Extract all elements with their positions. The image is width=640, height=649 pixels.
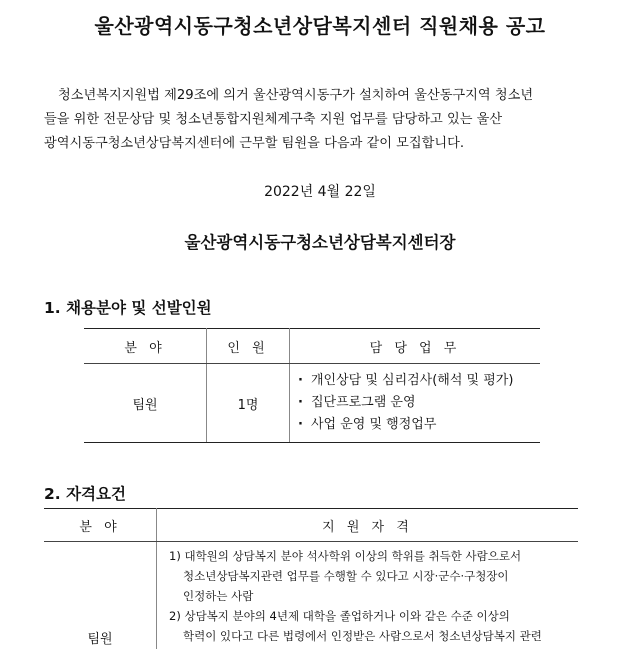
list-item: · 개인상담 및 심리검사(해석 및 평가) — [298, 370, 540, 392]
requirement-line: 인정하는 사람 — [169, 586, 578, 606]
intro-paragraph — [44, 84, 578, 156]
page-title: 울산광역시동구청소년상담복지센터 직원채용 공고 — [0, 10, 640, 39]
announcement-date: 2022년 4월 22일 — [0, 181, 640, 201]
requirement-line: 1) 대학원의 상담복지 분야 석사학위 이상의 학위를 취득한 사람으로서 — [169, 549, 521, 563]
recruitment-table — [84, 328, 540, 443]
list-item: · 사업 운영 및 행정업무 — [298, 414, 540, 436]
list-item: · 집단프로그램 운영 — [298, 392, 540, 414]
duties-cell — [290, 364, 541, 443]
field-cell: 팀원 — [84, 364, 207, 443]
column-header-count: 인 원 — [207, 329, 290, 364]
duties-list — [298, 370, 540, 436]
table-row — [44, 542, 578, 649]
intro-line: 청소년복지지원법 제29조에 의거 울산광역시동구가 설치하여 울산동구지역 청소년 — [44, 84, 578, 108]
qualifications-table — [44, 508, 578, 649]
section-heading-qualifications: 2. 자격요건 — [44, 482, 126, 504]
table-row — [84, 364, 540, 443]
requirement-line: 학력이 있다고 다른 법령에서 인정받은 사람으로서 청소년상담복지 관련 — [169, 626, 578, 646]
requirement-item — [169, 546, 578, 606]
requirement-line: 2) 상담복지 분야의 4년제 대학을 졸업하거나 이와 같은 수준 이상의 — [169, 609, 510, 623]
qualifications-cell — [157, 542, 579, 649]
requirement-item — [169, 606, 578, 646]
organization-signature: 울산광역시동구청소년상담복지센터장 — [0, 229, 640, 253]
requirement-line: 청소년상담복지관련 업무를 수행할 수 있다고 시장·군수·구청장이 — [169, 566, 578, 586]
section-heading-recruitment: 1. 채용분야 및 선발인원 — [44, 296, 212, 318]
intro-line: 광역시동구청소년상담복지센터에 근무할 팀원을 다음과 같이 모집합니다. — [44, 132, 578, 156]
intro-line: 들을 위한 전문상담 및 청소년통합지원체계구축 지원 업무를 담당하고 있는 울산 — [44, 108, 578, 132]
count-cell: 1명 — [207, 364, 290, 443]
column-header-field: 분 야 — [84, 329, 207, 364]
field-cell: 팀원 — [44, 542, 157, 649]
column-header-qualifications: 지 원 자 격 — [157, 509, 579, 542]
column-header-field: 분 야 — [44, 509, 157, 542]
column-header-duties: 담 당 업 무 — [290, 329, 541, 364]
